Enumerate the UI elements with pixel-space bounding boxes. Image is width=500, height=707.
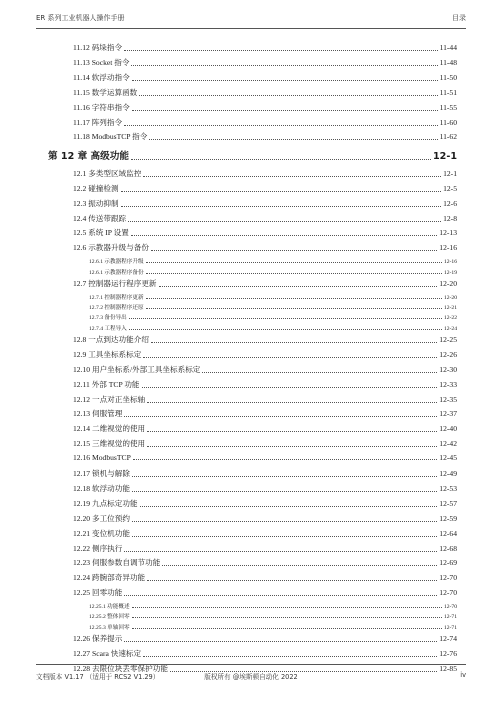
toc-entry-title: 11.16 字符串指令 [73, 102, 130, 112]
dot-leader [124, 595, 437, 596]
toc-entry-title: 12.6.1 示教器程序升级 [89, 259, 144, 266]
toc-entry-title: 12.4 传送带跟踪 [73, 213, 127, 223]
toc-entry-page: 12-20 [443, 294, 457, 301]
toc-entry[interactable] [73, 349, 457, 360]
toc-entry-title: 12.20 多工位预约 [73, 513, 130, 523]
toc-entry-page: 12-13 [439, 228, 457, 238]
toc-entry[interactable] [73, 557, 457, 568]
toc-entry[interactable] [73, 334, 457, 345]
dot-leader [124, 416, 437, 417]
toc-entry-title: 12.24 跨腕部奇异功能 [73, 573, 146, 583]
toc-entry[interactable] [89, 623, 457, 631]
dot-leader [143, 176, 441, 177]
toc-entry[interactable] [73, 183, 457, 194]
toc-entry-title: 11.13 Socket 指令 [73, 57, 130, 67]
toc-entry-page: 12-25 [439, 334, 457, 344]
toc-entry-title: 12.21 变位机功能 [73, 528, 130, 538]
toc-entry[interactable] [73, 528, 457, 539]
toc-entry-title: 12.25.3 单轴回零 [89, 624, 130, 631]
toc-entry-page: 11-51 [439, 87, 457, 97]
page-number: iv [460, 671, 466, 679]
toc-entry-page: 12-71 [443, 624, 457, 631]
toc-entry-page: 12-21 [443, 305, 457, 311]
toc-entry-title: 12.13 伺服管理 [73, 409, 123, 419]
toc-entry[interactable] [73, 513, 457, 524]
toc-entry-title: 12.15 三维视觉的使用 [73, 439, 146, 449]
toc-entry-page: 11-50 [439, 72, 457, 82]
toc-entry-page: 12-53 [439, 483, 457, 493]
toc-entry[interactable] [89, 324, 457, 332]
toc-entry-page: 12-45 [439, 453, 457, 463]
toc-entry-page: 12-30 [439, 364, 457, 374]
toc-entry-title: 12.23 伺服参数自调节功能 [73, 558, 161, 568]
toc-entry-page: 12-16 [439, 243, 457, 253]
toc-entry[interactable] [73, 131, 457, 142]
header-divider [36, 28, 466, 29]
toc-entry[interactable] [73, 379, 457, 390]
toc-entry-title: 12.7 控制器运行程序更新 [73, 278, 157, 288]
dot-leader [146, 298, 442, 299]
toc-entry-page: 12-70 [443, 604, 457, 611]
dot-leader [142, 387, 438, 388]
dot-leader [132, 607, 442, 608]
toc-entry-title: 12.25.1 功能概述 [89, 604, 130, 611]
toc-entry-title: 第 12 章 高级功能 [48, 151, 129, 163]
toc-entry-page: 12-40 [439, 424, 457, 434]
toc-entry-title: 11.17 阵列指令 [73, 117, 123, 127]
toc-entry[interactable] [73, 87, 457, 98]
toc-entry-title: 11.12 码垛指令 [73, 43, 123, 52]
dot-leader [149, 139, 437, 140]
toc-entry-title: 11.18 ModbusTCP 指令 [73, 132, 148, 142]
dot-leader [132, 521, 437, 522]
toc-entry-title: 12.8 一点到达功能介绍 [73, 334, 149, 344]
toc-entry-title: 12.3 振动抑制 [73, 198, 119, 208]
toc-entry[interactable] [73, 242, 457, 253]
toc-entry[interactable] [73, 483, 457, 494]
toc-entry-page: 12-33 [439, 379, 457, 389]
toc-entry-page: 12-35 [439, 394, 457, 404]
toc-entry[interactable] [89, 257, 457, 265]
dot-leader [202, 372, 437, 373]
toc-entry-page: 11-55 [439, 102, 457, 112]
toc-entry-title: 12.2 碰撞检测 [73, 183, 119, 193]
toc-entry-title: 12.7.3 备份导出 [89, 315, 127, 322]
toc-entry-page: 12-76 [439, 648, 457, 658]
toc-entry-page: 12-8 [443, 213, 457, 223]
toc-entry[interactable] [73, 168, 457, 179]
dot-leader [124, 50, 437, 51]
toc-entry-title: 12.17 锁机与解除 [73, 469, 130, 478]
toc-entry-page: 12-6 [443, 198, 457, 208]
toc-entry-page: 12-57 [439, 498, 457, 508]
dot-leader [146, 273, 442, 274]
toc-entry-title: 12.14 二维视觉的使用 [73, 424, 146, 434]
footer-divider [36, 664, 466, 665]
toc-entry-title: 11.15 数学运算函数 [73, 87, 138, 97]
toc-entry[interactable] [73, 587, 457, 598]
dot-leader [124, 641, 437, 642]
header-title: ER 系列工业机器人操作手册 [36, 14, 125, 22]
toc-entry-title: 12.27 Scara 快速标定 [73, 648, 142, 658]
toc-entry-page: 12-37 [439, 409, 457, 419]
toc-entry[interactable] [73, 408, 457, 419]
toc-entry-page: 12-1 [443, 168, 457, 178]
toc-entry-page: 12-70 [439, 573, 457, 583]
toc-entry-page: 12-5 [443, 183, 457, 193]
toc-entry[interactable] [89, 612, 457, 620]
toc-entry-page: 12-22 [443, 315, 457, 322]
toc-entry-page: 12-42 [439, 439, 457, 449]
toc-entry-page: 11-62 [439, 132, 457, 142]
toc-entry[interactable] [73, 278, 457, 289]
dot-leader [143, 357, 437, 358]
toc-entry[interactable] [73, 117, 457, 128]
toc-entry[interactable] [73, 213, 457, 224]
toc-entry[interactable] [73, 57, 457, 68]
toc-entry-title: 11.14 软浮动指令 [73, 72, 130, 82]
toc-entry[interactable] [89, 303, 457, 311]
dot-leader [121, 191, 442, 192]
dot-leader [128, 221, 441, 222]
toc-entry-page: 11-48 [439, 57, 457, 67]
toc-entry[interactable] [73, 42, 457, 53]
toc-entry[interactable] [73, 498, 457, 509]
toc-entry-page: 12-68 [439, 543, 457, 553]
toc-entry-page: 12-74 [439, 634, 457, 643]
toc-entry[interactable] [73, 364, 457, 375]
toc-entry-page: 11-44 [439, 43, 457, 52]
toc-entry-page: 12-49 [439, 469, 457, 478]
dot-leader [132, 536, 437, 537]
page-header [36, 13, 466, 23]
toc-entry[interactable] [73, 468, 457, 479]
toc-entry-page: 12-70 [439, 588, 457, 598]
dot-leader [162, 565, 437, 566]
dot-leader [147, 580, 437, 581]
toc-entry-title: 12.6.1 示教器程序备份 [89, 269, 144, 276]
dot-leader [132, 617, 442, 618]
toc-entry[interactable] [89, 293, 457, 301]
dot-leader [139, 95, 437, 96]
dot-leader [146, 262, 442, 263]
toc-entry-title: 12.22 侧序执行 [73, 543, 123, 553]
dot-leader [143, 656, 437, 657]
toc-entry[interactable] [89, 602, 457, 610]
toc-entry-title: 12.7.4 工程导入 [89, 325, 127, 332]
dot-leader [146, 308, 442, 309]
toc-entry-title: 12.7.2 控制器程序还原 [89, 305, 144, 311]
toc-entry[interactable] [73, 394, 457, 405]
toc-entry-title: 12.10 用户坐标系/外部工具坐标系标定 [73, 364, 201, 374]
toc-entry[interactable] [73, 227, 457, 238]
dot-leader [147, 446, 437, 447]
toc-entry-page: 12-16 [443, 259, 457, 266]
dot-leader [147, 431, 437, 432]
toc-entry[interactable] [73, 453, 457, 462]
toc-entry-page: 12-19 [443, 269, 457, 276]
toc-entry-page: 12-64 [439, 528, 457, 538]
toc-entry[interactable] [89, 268, 457, 276]
dot-leader [159, 286, 438, 287]
toc-entry-title: 12.25 回零功能 [73, 588, 123, 598]
toc-entry-title: 12.16 ModbusTCP [73, 453, 131, 463]
dot-leader [131, 235, 437, 236]
toc-entry-title: 12.11 外部 TCP 功能 [73, 379, 140, 389]
toc-entry-title: 12.26 保养提示 [73, 634, 123, 643]
toc-entry-title: 12.18 软浮动功能 [73, 483, 130, 493]
toc-entry-title: 12.28 去限位块丢零保护功能 [73, 663, 168, 673]
dot-leader [131, 65, 437, 66]
dot-leader [129, 329, 442, 330]
dot-leader [121, 206, 442, 207]
toc-entry-title: 12.9 工具坐标系标定 [73, 349, 142, 359]
dot-leader [129, 318, 442, 319]
dot-leader [124, 551, 437, 552]
footer-version: 文档版本 V1.17 （适用于 RCS2 V1.29） [36, 673, 160, 681]
toc-entry[interactable] [73, 648, 457, 659]
dot-leader [131, 159, 431, 160]
toc-entry-page: 12-71 [443, 614, 457, 621]
toc-entry-title: 12.12 一点对正坐标轴 [73, 394, 146, 404]
toc-entry-title: 12.1 多类型区域监控 [73, 168, 142, 178]
toc-entry-title: 12.6 示教器升级与备份 [73, 243, 149, 253]
dot-leader [132, 476, 437, 477]
dot-leader [147, 402, 437, 403]
toc-entry-title: 12.25.2 整体回零 [89, 614, 130, 621]
footer-copyright: 版权所有 @埃斯顿自动化 2022 [204, 673, 298, 681]
toc-entry[interactable] [73, 543, 457, 554]
toc-entry-title: 12.19 九点标定功能 [73, 498, 138, 508]
toc-entry[interactable] [89, 313, 457, 321]
dot-leader [140, 506, 438, 507]
toc-entry[interactable] [73, 633, 457, 644]
toc-entry-page: 12-69 [439, 558, 457, 568]
dot-leader [151, 250, 437, 251]
dot-leader [132, 110, 438, 111]
page-footer [36, 671, 466, 681]
dot-leader [151, 342, 437, 343]
toc-entry[interactable] [73, 102, 457, 113]
toc-entry-page: 12-59 [439, 513, 457, 523]
dot-leader [132, 491, 437, 492]
dot-leader [132, 80, 438, 81]
toc-entry-page: 11-60 [439, 117, 457, 127]
toc-entry[interactable] [73, 438, 457, 449]
toc-entry-page: 12-24 [443, 325, 457, 332]
toc-entry[interactable] [73, 572, 457, 583]
toc-entry-title: 12.5 系统 IP 设置 [73, 228, 129, 238]
toc-entry-title: 12.7.1 控制器程序更新 [89, 294, 144, 301]
toc-entry[interactable] [73, 198, 457, 209]
toc-chapter-entry[interactable] [48, 148, 457, 162]
toc-entry-page: 12-85 [439, 663, 457, 673]
header-section: 目录 [452, 14, 466, 22]
dot-leader [133, 459, 437, 460]
toc-entry-page: 12-26 [439, 349, 457, 359]
toc-entry-page: 12-20 [439, 278, 457, 288]
toc-entry[interactable] [73, 423, 457, 434]
toc-entry[interactable] [73, 72, 457, 83]
dot-leader [124, 125, 437, 126]
dot-leader [132, 628, 442, 629]
toc-entry-page: 12-1 [432, 151, 457, 163]
